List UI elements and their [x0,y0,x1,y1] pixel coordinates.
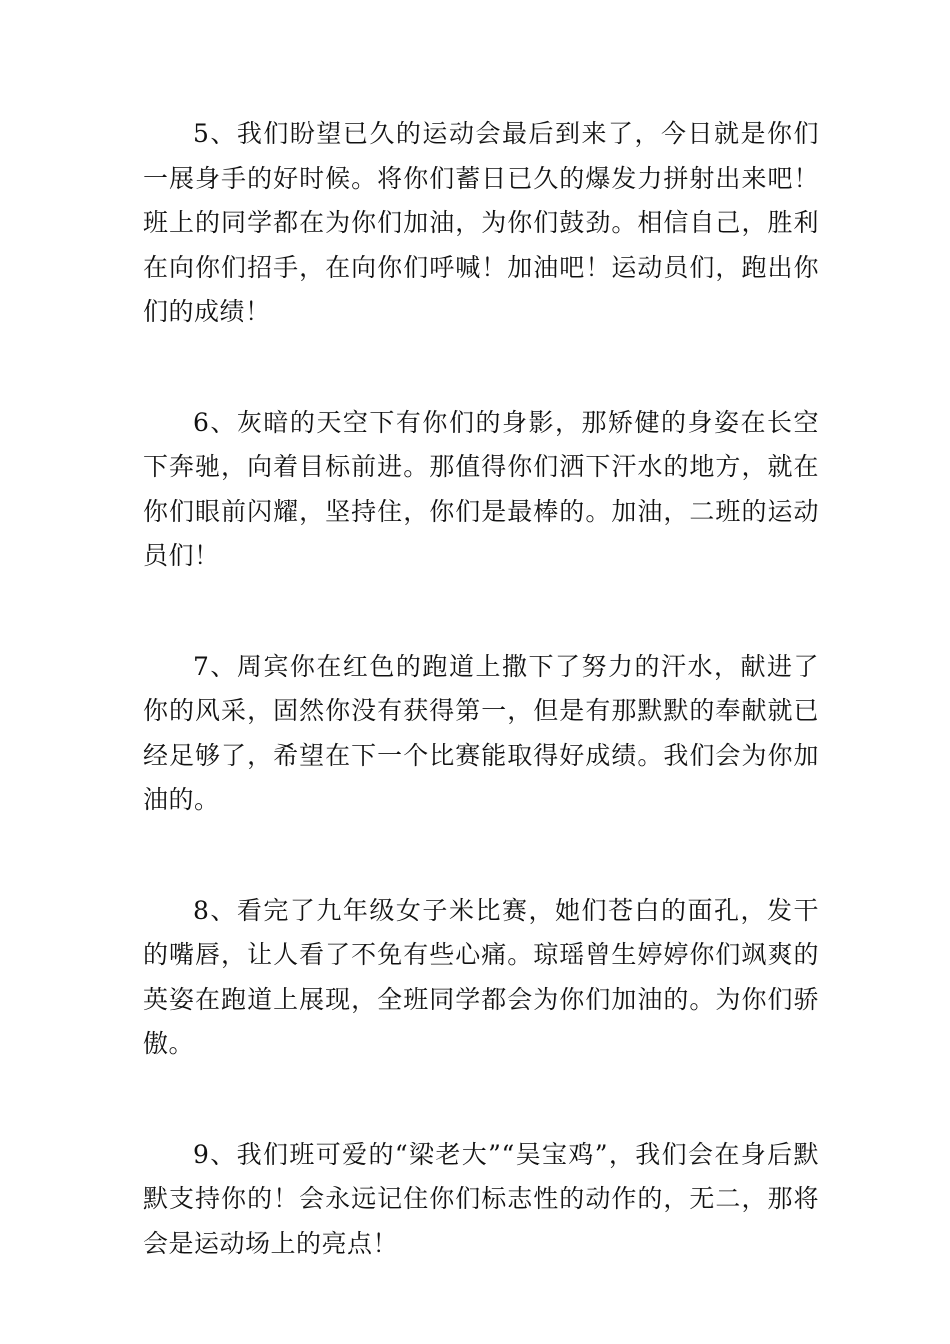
document-body [143,112,819,1332]
paragraph-5: 5、我们盼望已久的运动会最后到来了，今日就是你们一展身手的好时候。将你们蓄日已久的爆发力拼射出来吧！班上的同学都在为你们加油，为你们鼓劲。相信自己，胜利在向你们招手，在向你们呼喊！加油吧！运动员们，跑出你们的成绩！ [143,119,819,326]
paragraph-6: 6、灰暗的天空下有你们的身影，那矫健的身姿在长空下奔驰，向着目标前进。那值得你们洒下汗水的地方，就在你们眼前闪耀，坚持住，你们是最棒的。加油，二班的运动员们！ [143,407,819,570]
paragraph-9: 9、我们班可爱的“梁老大”“吴宝鸡”，我们会在身后默默支持你的！会永远记住你们标志性的动作的，无二，那将会是运动场上的亮点！ [143,1139,819,1258]
paragraph-8: 8、看完了九年级女子米比赛，她们苍白的面孔，发干的嘴唇，让人看了不免有些心痛。琼瑶曾生婷婷你们飒爽的英姿在跑道上展现，全班同学都会为你们加油的。为你们骄傲。 [143,895,819,1058]
paragraph-7: 7、周宾你在红色的跑道上撒下了努力的汗水，献进了你的风采，固然你没有获得第一，但是有那默默的奉献就已经足够了，希望在下一个比赛能取得好成绩。我们会为你加油的。 [143,651,819,814]
